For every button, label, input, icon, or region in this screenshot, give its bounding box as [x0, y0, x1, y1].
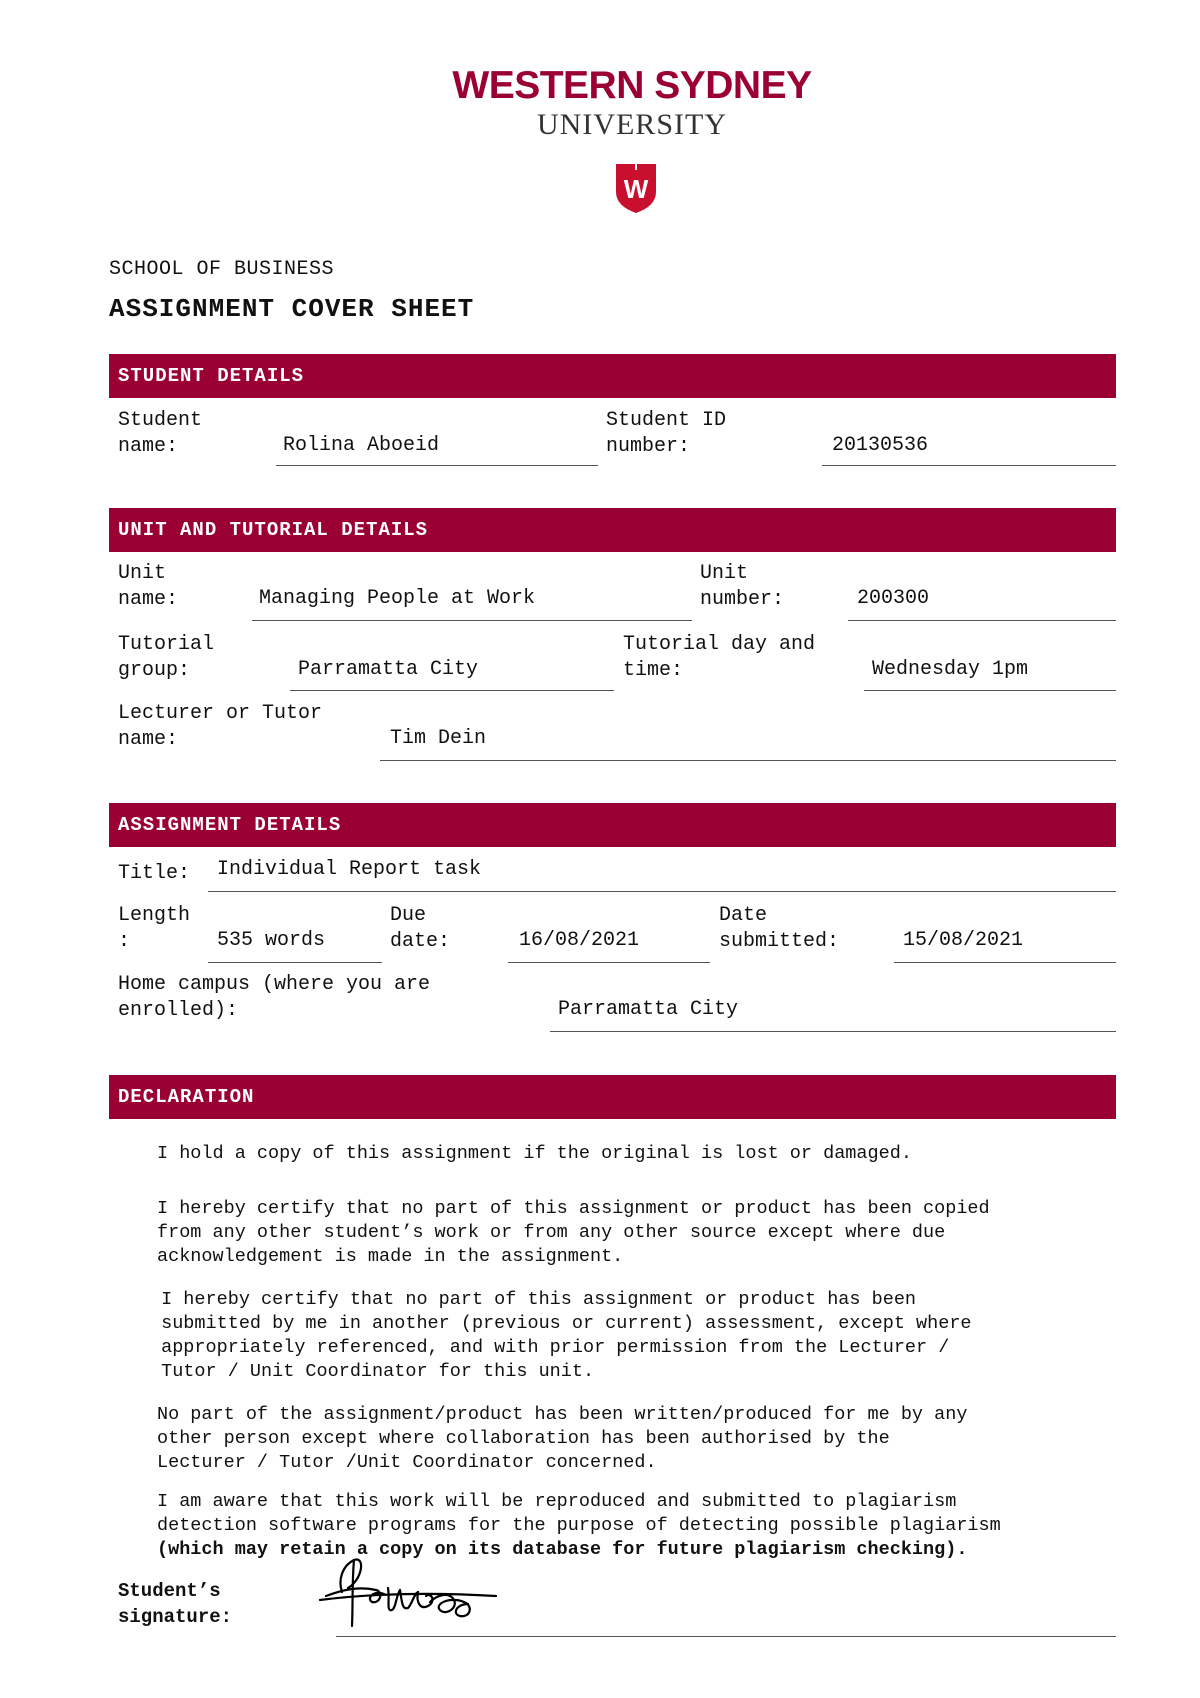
lecturer-label: Lecturer or Tutor name:	[118, 702, 323, 751]
student-name-underline	[276, 465, 598, 466]
signature-label: Student’s signature:	[118, 1580, 233, 1628]
section-header-unit: UNIT AND TUTORIAL DETAILS	[109, 508, 1116, 552]
student-id-value[interactable]: 20130536	[832, 434, 929, 457]
tutorial-group-underline	[290, 690, 614, 691]
tutorial-group-value[interactable]: Parramatta City	[298, 658, 479, 681]
handwritten-signature[interactable]	[318, 1530, 498, 1640]
page-title: ASSIGNMENT COVER SHEET	[109, 294, 475, 324]
tutorial-time-label: Tutorial day and time:	[623, 633, 816, 682]
university-logo-sub: UNIVERSITY	[537, 108, 727, 141]
lecturer-value[interactable]: Tim Dein	[390, 727, 487, 750]
submitted-date-underline	[894, 962, 1116, 963]
length-label: Length :	[118, 904, 191, 953]
due-date-label: Due date:	[390, 904, 451, 953]
assignment-title-value[interactable]: Individual Report task	[217, 858, 482, 881]
section-header-student: STUDENT DETAILS	[109, 354, 1116, 398]
length-value[interactable]: 535 words	[217, 929, 326, 952]
section-header-assignment: ASSIGNMENT DETAILS	[109, 803, 1116, 847]
student-id-underline	[822, 465, 1116, 466]
tutorial-time-underline	[864, 690, 1116, 691]
tutorial-group-label: Tutorial group:	[118, 633, 215, 682]
student-name-value[interactable]: Rolina Aboeid	[283, 434, 440, 457]
unit-number-value[interactable]: 200300	[857, 587, 930, 610]
declaration-paragraph-5-bold: (which may retain a copy on its database for future plagiarism checking).	[157, 1539, 968, 1560]
home-campus-underline	[550, 1031, 1116, 1032]
section-header-declaration: DECLARATION	[109, 1075, 1116, 1119]
home-campus-label: Home campus (where you are enrolled):	[118, 973, 431, 1022]
assignment-title-label: Title:	[118, 862, 191, 885]
university-crest-icon	[614, 162, 658, 214]
due-date-value[interactable]: 16/08/2021	[519, 929, 640, 952]
declaration-paragraph-2: I hereby certify that no part of this assignment or product has been copied from any other student’s work or from any other source except where due acknowledgement is made in the assignment.	[157, 1198, 990, 1267]
unit-name-value[interactable]: Managing People at Work	[259, 587, 536, 610]
declaration-paragraph-3: I hereby certify that no part of this assignment or product has been submitted by me in another (previous or current) assessment, except where appropriately referenced, and with prior permission from the Lecturer / Tutor / Unit Coordinator for this unit.	[161, 1289, 972, 1382]
unit-number-underline	[848, 620, 1116, 621]
lecturer-underline	[380, 760, 1116, 761]
unit-number-label: Unit number:	[700, 562, 785, 611]
submitted-date-label: Date submitted:	[719, 904, 840, 953]
unit-name-label: Unit name:	[118, 562, 179, 611]
submitted-date-value[interactable]: 15/08/2021	[903, 929, 1024, 952]
university-logo-name: WESTERN SYDNEY	[452, 64, 812, 107]
school-name: SCHOOL OF BUSINESS	[109, 258, 335, 281]
assignment-title-underline	[208, 891, 1116, 892]
declaration-paragraph-5: I am aware that this work will be reproduced and submitted to plagiarism detection software programs for the purpose of detecting possible plagiarism	[157, 1491, 1001, 1536]
unit-name-underline	[252, 620, 692, 621]
crest-letter: W	[623, 174, 649, 204]
student-name-label: Student name:	[118, 409, 203, 458]
due-date-underline	[508, 962, 710, 963]
home-campus-value[interactable]: Parramatta City	[558, 998, 739, 1021]
tutorial-time-value[interactable]: Wednesday 1pm	[872, 658, 1029, 681]
declaration-paragraph-1: I hold a copy of this assignment if the original is lost or damaged.	[157, 1143, 912, 1164]
student-id-label: Student ID number:	[606, 409, 727, 458]
length-underline	[208, 962, 382, 963]
declaration-paragraph-4: No part of the assignment/product has been written/produced for me by any other person except where collaboration has been authorised by the Lecturer / Tutor /Unit Coordinator concerned.	[157, 1404, 968, 1473]
